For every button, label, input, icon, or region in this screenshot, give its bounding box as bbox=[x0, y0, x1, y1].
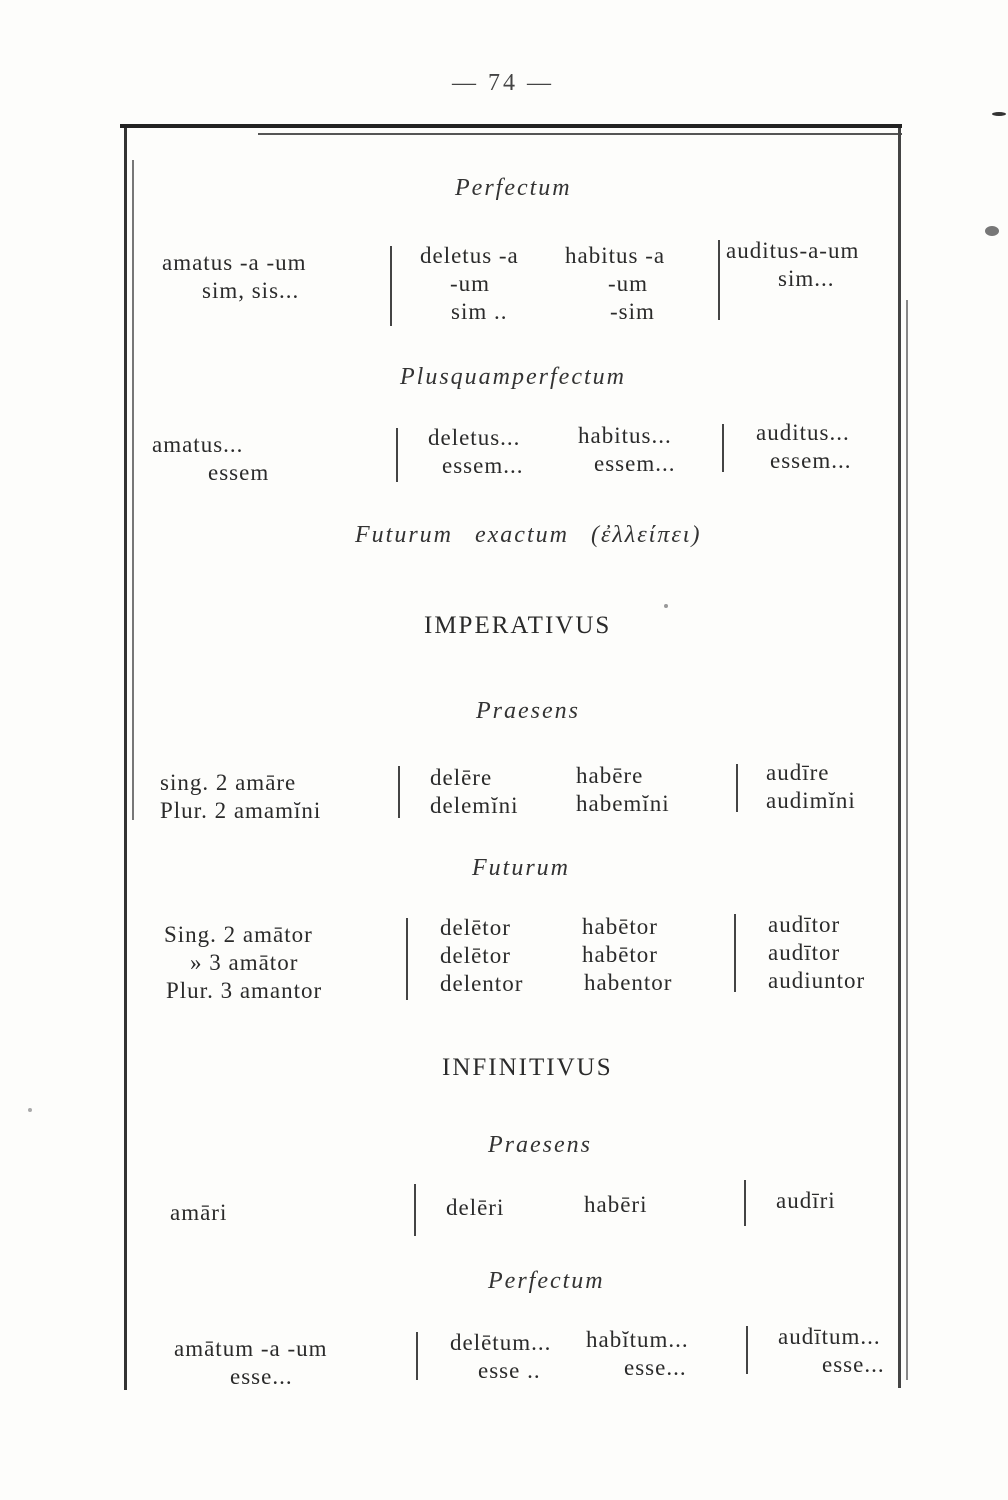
column-divider bbox=[414, 1184, 416, 1236]
imperativus-praesens-col2-line2: delemĭni bbox=[430, 793, 519, 818]
imperativus-praesens-heading: Praesens bbox=[476, 698, 580, 724]
imperativus-praesens-col4-line1: audīre bbox=[766, 760, 830, 785]
imperativus-futurum-col2-line2: delētor bbox=[440, 943, 511, 968]
infinitivus-perfectum-col1-line1: amātum -a -um bbox=[174, 1336, 328, 1361]
plusquamperfectum-col2-line2: essem... bbox=[442, 453, 524, 478]
imperativus-futurum-col3-line2: habētor bbox=[582, 942, 658, 967]
perfectum-col2-line2: -um bbox=[450, 271, 491, 296]
imperativus-praesens-col3-line1: habēre bbox=[576, 763, 644, 788]
column-divider bbox=[398, 766, 400, 818]
perfectum-col3-line2: -um bbox=[608, 271, 649, 296]
futurum-exactum-heading: Futurum exactum (ἐλλείπει) bbox=[355, 522, 702, 548]
print-speck bbox=[664, 604, 668, 608]
imperativus-futurum-col3-line3: habentor bbox=[584, 970, 673, 995]
infinitivus-praesens-col2: delēri bbox=[446, 1195, 505, 1220]
infinitivus-perfectum-col4-line1: audītum... bbox=[778, 1324, 881, 1349]
imperativus-futurum-col4-line2: audītor bbox=[768, 940, 841, 965]
frame-left-border bbox=[124, 128, 127, 1390]
frame-right-inner-border bbox=[906, 300, 908, 1380]
plusquamperfectum-col4-line1: auditus... bbox=[756, 420, 850, 445]
infinitivus-praesens-col3: habēri bbox=[584, 1192, 648, 1217]
imperativus-title: IMPERATIVUS bbox=[424, 612, 612, 639]
perfectum-heading: Perfectum bbox=[455, 175, 572, 201]
plusquamperfectum-col3-line1: habitus... bbox=[578, 423, 672, 448]
plusquamperfectum-col4-line2: essem... bbox=[770, 448, 852, 473]
perfectum-col3-line1: habitus -a bbox=[565, 243, 666, 268]
column-divider bbox=[718, 240, 720, 320]
imperativus-praesens-col4-line2: audimĭni bbox=[766, 788, 856, 813]
print-speck bbox=[28, 1108, 32, 1112]
perfectum-col1-line1: amatus -a -um bbox=[162, 250, 307, 275]
imperativus-futurum-col1-line1: Sing. 2 amātor bbox=[164, 922, 313, 947]
column-divider bbox=[744, 1180, 746, 1226]
imperativus-praesens-col1-line2: Plur. 2 amamĭni bbox=[160, 798, 322, 823]
perfectum-col1-line2: sim, sis... bbox=[202, 278, 300, 303]
perfectum-col4-line2: sim... bbox=[778, 266, 835, 291]
imperativus-futurum-col2-line1: delētor bbox=[440, 915, 511, 940]
imperativus-praesens-col1-line1: sing. 2 amāre bbox=[160, 770, 297, 795]
imperativus-futurum-col4-line3: audiuntor bbox=[768, 968, 866, 993]
infinitivus-praesens-col1: amāri bbox=[170, 1200, 228, 1225]
top-rule bbox=[120, 124, 902, 128]
perfectum-col2-line3: sim .. bbox=[451, 299, 508, 324]
plusquamperfectum-col3-line2: essem... bbox=[594, 451, 676, 476]
infinitivus-perfectum-col2-line2: esse .. bbox=[478, 1358, 541, 1383]
print-speck bbox=[985, 226, 999, 236]
perfectum-col2-line1: deletus -a bbox=[420, 243, 519, 268]
column-divider bbox=[390, 246, 392, 326]
infinitivus-perfectum-col3-line2: esse... bbox=[624, 1355, 687, 1380]
perfectum-col4-line1: auditus-a-um bbox=[726, 238, 860, 263]
infinitivus-perfectum-heading: Perfectum bbox=[488, 1268, 605, 1294]
column-divider bbox=[416, 1332, 418, 1380]
column-divider bbox=[722, 424, 724, 472]
imperativus-futurum-heading: Futurum bbox=[472, 855, 570, 881]
imperativus-praesens-col2-line1: delēre bbox=[430, 765, 493, 790]
infinitivus-perfectum-col3-line1: habĭtum... bbox=[586, 1327, 689, 1352]
column-divider bbox=[746, 1326, 748, 1374]
column-divider bbox=[734, 914, 736, 992]
column-divider bbox=[406, 918, 408, 1000]
infinitivus-praesens-heading: Praesens bbox=[488, 1132, 592, 1158]
imperativus-praesens-col3-line2: habemĭni bbox=[576, 791, 670, 816]
print-speck bbox=[992, 112, 1006, 116]
plusquamperfectum-col2-line1: deletus... bbox=[428, 425, 521, 450]
infinitivus-perfectum-col2-line1: delētum... bbox=[450, 1330, 552, 1355]
imperativus-futurum-col4-line1: audītor bbox=[768, 912, 841, 937]
imperativus-futurum-col3-line1: habētor bbox=[582, 914, 658, 939]
top-rule-thin bbox=[258, 133, 902, 135]
column-divider bbox=[396, 428, 398, 482]
infinitivus-title: INFINITIVUS bbox=[442, 1054, 613, 1081]
page-number: — 74 — bbox=[452, 70, 554, 96]
infinitivus-perfectum-col1-line2: esse... bbox=[230, 1364, 293, 1389]
plusquamperfectum-col1-line1: amatus... bbox=[152, 432, 244, 457]
frame-right-border bbox=[898, 128, 901, 1388]
plusquamperfectum-col1-line2: essem bbox=[208, 460, 270, 485]
imperativus-futurum-col1-line3: Plur. 3 amantor bbox=[166, 978, 323, 1003]
imperativus-futurum-col1-line2: » 3 amātor bbox=[190, 950, 299, 975]
infinitivus-praesens-col4: audīri bbox=[776, 1188, 836, 1213]
plusquamperfectum-heading: Plusquamperfectum bbox=[400, 364, 626, 390]
perfectum-col3-line3: -sim bbox=[610, 299, 655, 324]
column-divider bbox=[736, 764, 738, 812]
frame-left-inner-border bbox=[132, 160, 134, 820]
infinitivus-perfectum-col4-line2: esse... bbox=[822, 1352, 885, 1377]
imperativus-futurum-col2-line3: delentor bbox=[440, 971, 524, 996]
